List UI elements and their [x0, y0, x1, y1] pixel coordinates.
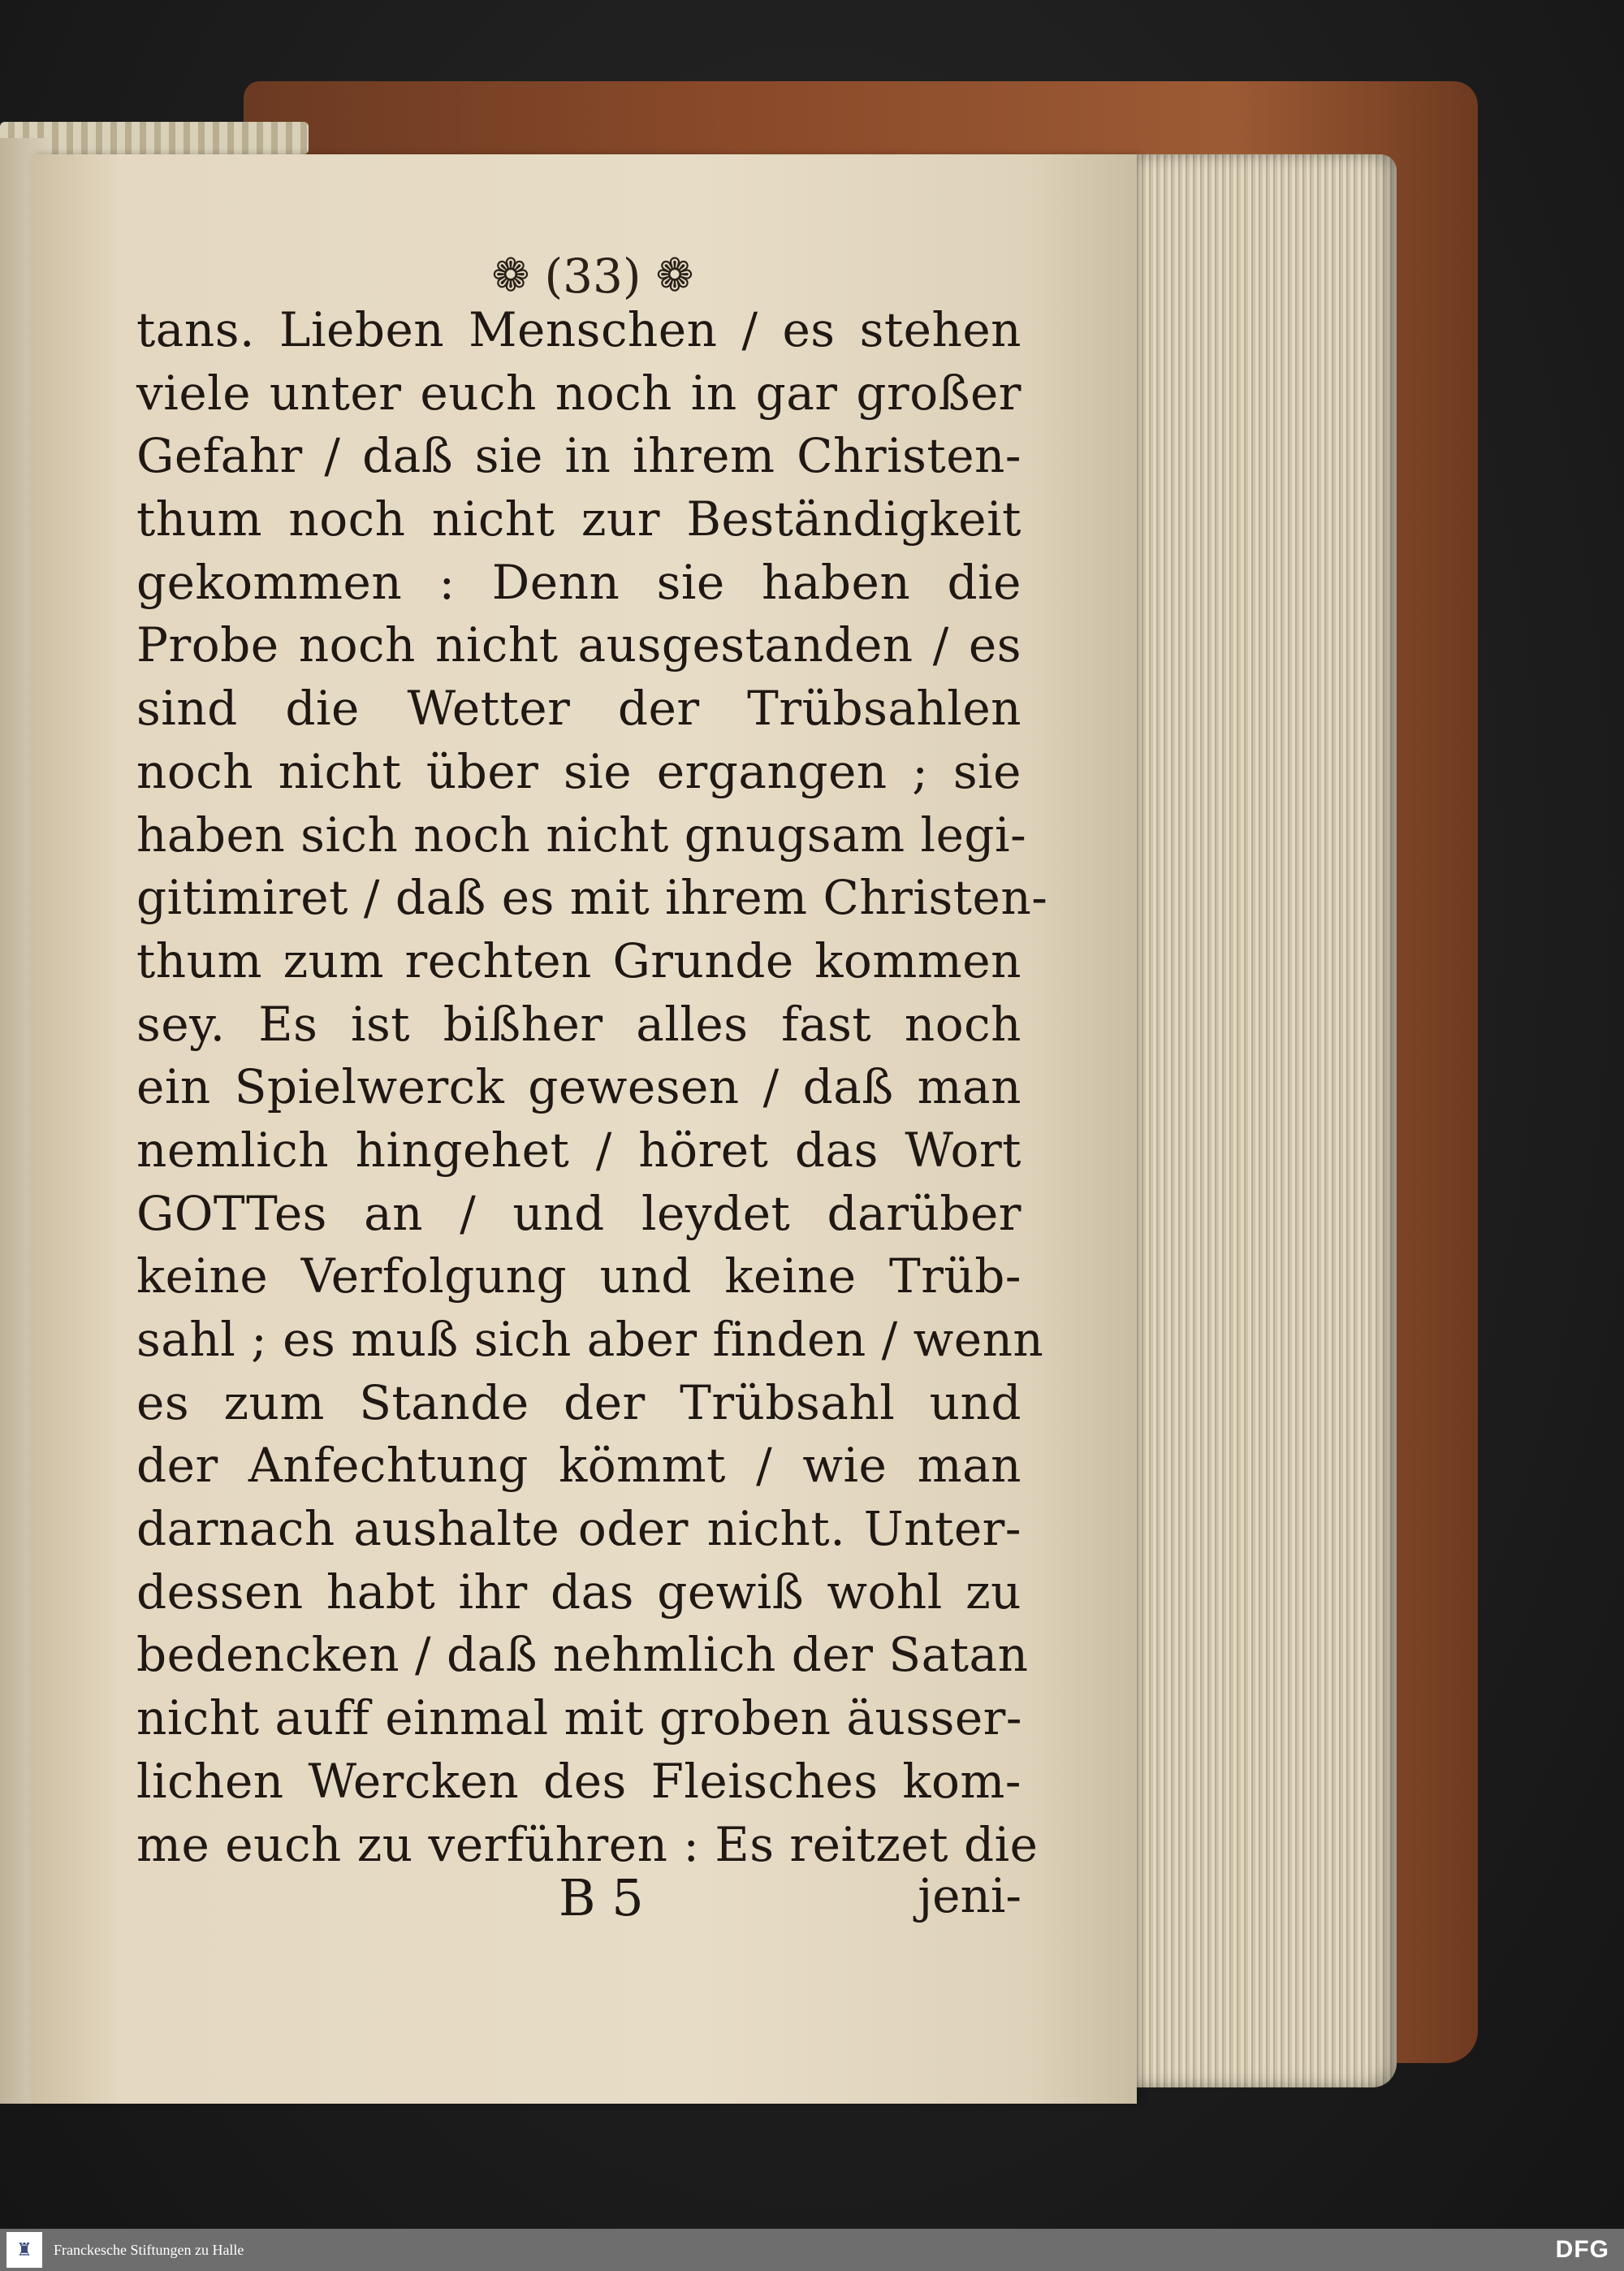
- text-line: bedencken / daß nehmlich der Satan: [136, 1627, 1029, 1683]
- page-edges: [1129, 154, 1397, 2087]
- crest-icon: ♜: [6, 2232, 42, 2268]
- text-line: nicht auff einmal mit groben äusser-: [136, 1690, 1022, 1746]
- text-line: sahl ; es muß sich aber finden / wenn: [136, 1312, 1044, 1367]
- ornament-left-icon: ❁: [491, 249, 530, 302]
- text-line: Probe noch nicht ausgestanden / es: [136, 617, 1021, 673]
- text-line: ein Spielwerck gewesen / daß man: [136, 1059, 1021, 1115]
- text-line: lichen Wercken des Fleisches kom-: [136, 1753, 1021, 1809]
- institution-name: Franckesche Stiftungen zu Halle: [54, 2241, 244, 2258]
- text-line: nemlich hingehet / höret das Wort: [136, 1122, 1021, 1178]
- text-line: gitimiret / daß es mit ihrem Christen-: [136, 870, 1048, 926]
- text-line: keine Verfolgung und keine Trüb-: [136, 1248, 1021, 1304]
- text-line: viele unter euch noch in gar großer: [136, 365, 1021, 421]
- catchword: jeni-: [918, 1868, 1021, 1923]
- text-line: gekommen : Denn sie haben die: [136, 554, 1021, 610]
- text-line: es zum Stande der Trübsahl und: [136, 1374, 1021, 1430]
- footer-bar: [0, 2229, 1624, 2271]
- book-page: [32, 154, 1137, 2104]
- signature-mark: B 5: [559, 1868, 644, 1927]
- text-line: dessen habt ihr das gewiß wohl zu: [136, 1564, 1021, 1620]
- text-line: haben sich noch nicht gnugsam legi-: [136, 807, 1027, 863]
- text-line: thum zum rechten Grunde kommen: [136, 932, 1021, 988]
- text-line: darnach aushalte oder nicht. Unter-: [136, 1501, 1021, 1557]
- text-block: [136, 299, 1048, 1876]
- text-line: thum noch nicht zur Beständigkeit: [136, 491, 1021, 547]
- text-line: tans. Lieben Menschen / es stehen: [136, 302, 1021, 357]
- funder-logo: DFG: [1555, 2236, 1609, 2263]
- text-line: me euch zu verführen : Es reitzet die: [136, 1816, 1039, 1872]
- ornament-right-icon: ❁: [655, 249, 694, 302]
- text-line: Gefahr / daß sie in ihrem Christen-: [136, 428, 1021, 484]
- text-line: sind die Wetter der Trübsahlen: [136, 681, 1021, 737]
- text-line: GOTTes an / und leydet darüber: [136, 1185, 1021, 1241]
- page-number: (33): [544, 249, 641, 304]
- text-line: sey. Es ist bißher alles fast noch: [136, 996, 1021, 1052]
- page-footer: [136, 1868, 1021, 1941]
- text-line: der Anfechtung kömmt / wie man: [136, 1438, 1021, 1494]
- text-line: noch nicht über sie ergangen ; sie: [136, 743, 1021, 799]
